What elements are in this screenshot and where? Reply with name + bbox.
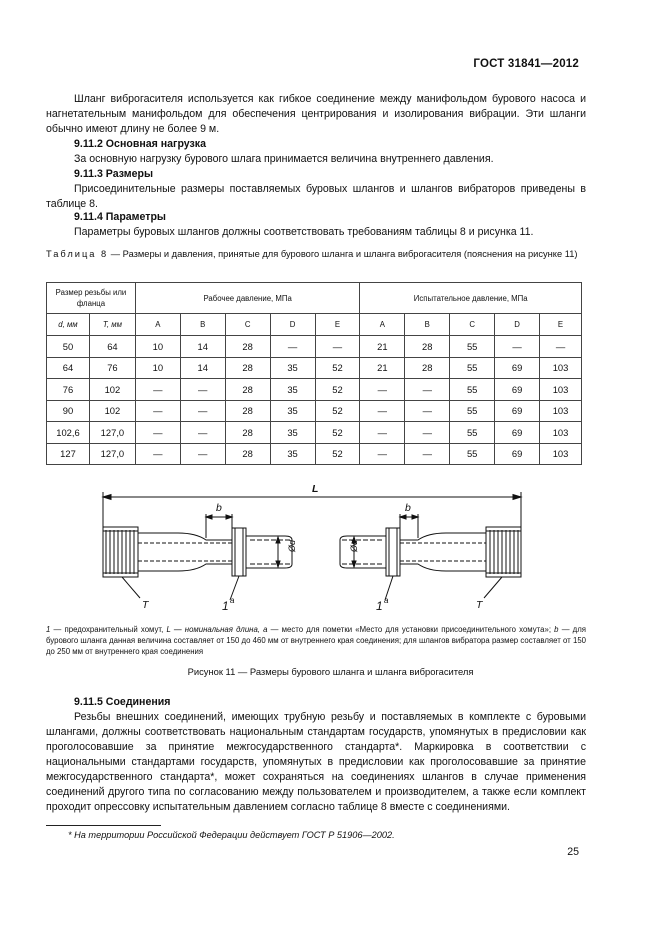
table-cell: 35: [270, 400, 315, 422]
table-cell: —: [360, 379, 405, 401]
left-hose: [246, 536, 292, 568]
header-test-e: E: [540, 314, 582, 336]
section-9-11-3-heading: 9.11.3 Размеры: [74, 168, 154, 180]
header-test-c: C: [450, 314, 495, 336]
table-cell: 10: [135, 357, 180, 379]
table-cell: —: [180, 443, 225, 465]
table-cell: 76: [47, 379, 90, 401]
table-cell: 52: [315, 379, 360, 401]
legend-part: — предохранительный хомут,: [50, 625, 167, 634]
right-coupling: [486, 527, 521, 577]
table-cell: 21: [360, 357, 405, 379]
table-cell: —: [495, 336, 540, 358]
footnote: * На территории Российской Федерации действует ГОСТ Р 51906—2002.: [68, 830, 395, 840]
legend-part: — для бурового шланга данная величина составляет от 150 до 460 мм от внутреннего края соединения; для шлангов вибратора размер составляет от 150 до 250 мм от внутреннего края соединения: [46, 625, 587, 656]
right-safety-collar: [386, 528, 400, 576]
table-cell: 64: [47, 357, 90, 379]
header-work-c: C: [225, 314, 270, 336]
table-cell: 52: [315, 400, 360, 422]
table-cell: —: [135, 400, 180, 422]
right-fitting-top: [400, 533, 486, 540]
intro-paragraph: Шланг виброгасителя используется как гибкое соединение между манифольдом бурового насоса и нагнетательным манифольдом для обеспечения центрирования и изолирования вибрации. Эти шланги обычно имеют длину не более 9 м.: [46, 93, 586, 135]
label-d-right: Ød: [349, 539, 359, 552]
table-cell: 69: [495, 443, 540, 465]
table-cell: 90: [47, 400, 90, 422]
table-cell: —: [180, 400, 225, 422]
table-cell: 69: [495, 400, 540, 422]
table-cell: 35: [270, 357, 315, 379]
table-cell: 21: [360, 336, 405, 358]
table-row: [47, 336, 582, 358]
label-a-right: а: [384, 596, 389, 605]
table-cell: 103: [540, 379, 582, 401]
label-t-left: T: [142, 599, 149, 611]
table-cell: —: [405, 443, 450, 465]
label-d-left: Ød: [287, 539, 297, 552]
table-cell: 52: [315, 422, 360, 444]
table-cell: 52: [315, 357, 360, 379]
header-test-a: A: [360, 314, 405, 336]
table-cell: 55: [450, 336, 495, 358]
section-9-11-4-text: Параметры буровых шлангов должны соответствовать требованиям таблицы 8 и рисунка 11.: [74, 226, 534, 238]
legend-part: b: [554, 625, 559, 634]
figure-11-drawing: [0, 480, 661, 622]
table-cell: —: [135, 422, 180, 444]
table-cell: 14: [180, 336, 225, 358]
table-cell: 52: [315, 443, 360, 465]
table-cell: —: [315, 336, 360, 358]
table-cell: 127,0: [89, 422, 135, 444]
label-a-left: а: [230, 596, 235, 605]
table-cell: 55: [450, 379, 495, 401]
left-safety-collar: [232, 528, 246, 576]
table-cell: 14: [180, 357, 225, 379]
table-cell: 35: [270, 443, 315, 465]
table-cell: 102: [89, 379, 135, 401]
section-9-11-5-heading: 9.11.5 Соединения: [74, 696, 171, 708]
label-1-left: 1: [222, 599, 229, 613]
table-row: [47, 422, 582, 444]
table-cell: —: [360, 422, 405, 444]
legend-part: — место для пометки «Место для установки присоединительного хомута»;: [267, 625, 555, 634]
table-cell: —: [135, 379, 180, 401]
table-cell: 76: [89, 357, 135, 379]
table-row: [47, 400, 582, 422]
footnote-divider: [46, 825, 161, 826]
table-cell: —: [270, 336, 315, 358]
table-cell: 103: [540, 400, 582, 422]
table-cell: 55: [450, 357, 495, 379]
label-b-right: b: [405, 502, 411, 514]
table-8-caption-label: Таблица 8: [46, 249, 109, 259]
table-cell: 55: [450, 443, 495, 465]
header-test-d: D: [495, 314, 540, 336]
table-cell: 103: [540, 443, 582, 465]
standard-header: ГОСТ 31841—2012: [473, 58, 579, 70]
header-t: T, мм: [89, 314, 135, 336]
header-work-a: A: [135, 314, 180, 336]
table-cell: 103: [540, 422, 582, 444]
table-cell: —: [180, 379, 225, 401]
section-9-11-5-text: Резьбы внешних соединений, имеющих трубную резьбу и поставляемых в комплекте с буровыми шлангами, должны соответствовать национальным стандартам государств, упомянутых в предисловии как проголосовавшие за принятие межгосударственного стандарта*. Маркировка в соответствии с национальными стандартами государств, упомянутых в предисловии как проголосовавшие за принятие межгосударственного стандарта*, может сохраняться на соединениях шлангов в случае применения соединений другого типа по согласованию между пользователем и производителем, а также если комплект проходит опрессовку испытательным давлением согласно таблице 8 вместе с соединениями.: [46, 711, 586, 813]
table-cell: —: [360, 400, 405, 422]
header-test-pressure: Испытательное давление, МПа: [360, 283, 582, 314]
table-cell: 69: [495, 422, 540, 444]
table-row: [47, 357, 582, 379]
section-9-11-4-heading: 9.11.4 Параметры: [74, 211, 166, 223]
table-cell: 55: [450, 400, 495, 422]
table-cell: —: [180, 422, 225, 444]
header-work-d: D: [270, 314, 315, 336]
table-cell: 35: [270, 379, 315, 401]
left-coupling: [103, 527, 138, 577]
table-row: [47, 379, 582, 401]
table-cell: 28: [225, 422, 270, 444]
page-number: 25: [567, 846, 579, 858]
table-cell: 35: [270, 422, 315, 444]
section-9-11-3-text: Присоединительные размеры поставляемых буровых шлангов и шлангов вибраторов приведены в таблице 8.: [46, 183, 586, 210]
table-cell: 55: [450, 422, 495, 444]
table-cell: 28: [225, 379, 270, 401]
label-b-left: b: [216, 502, 222, 514]
label-t-right: T: [476, 599, 483, 611]
table-8-caption-text: — Размеры и давления, принятые для бурового шланга и шланга виброгасителя (пояснения на рисунке 11): [108, 249, 578, 259]
table-8: [46, 282, 582, 465]
table-cell: 50: [47, 336, 90, 358]
arrow-head: [103, 495, 111, 500]
table-cell: —: [405, 379, 450, 401]
table-cell: 69: [495, 357, 540, 379]
header-work-b: B: [180, 314, 225, 336]
right-fitting-bottom: [400, 564, 486, 571]
header-working-pressure: Рабочее давление, МПа: [135, 283, 360, 314]
table-cell: 127,0: [89, 443, 135, 465]
table-cell: —: [405, 422, 450, 444]
header-thread-size: Размер резьбы или фланца: [47, 283, 136, 314]
table-cell: 28: [225, 400, 270, 422]
header-d: d, мм: [47, 314, 90, 336]
table-cell: —: [360, 443, 405, 465]
figure-11-legend: [46, 624, 586, 657]
label-1-right: 1: [376, 599, 383, 613]
table-cell: 10: [135, 336, 180, 358]
table-cell: 64: [89, 336, 135, 358]
table-cell: —: [135, 443, 180, 465]
section-9-11-2-text: За основную нагрузку бурового шлага принимается величина внутреннего давления.: [74, 153, 494, 165]
table-cell: 103: [540, 357, 582, 379]
header-test-b: B: [405, 314, 450, 336]
table-cell: 127: [47, 443, 90, 465]
left-fitting-top: [138, 533, 232, 540]
leader-line-t-right: [484, 577, 502, 598]
table-cell: 28: [225, 443, 270, 465]
table-row: [47, 443, 582, 465]
table-cell: 28: [405, 336, 450, 358]
table-cell: —: [405, 400, 450, 422]
section-9-11-2-heading: 9.11.2 Основная нагрузка: [74, 138, 206, 150]
legend-part: 1: [46, 625, 51, 634]
header-work-e: E: [315, 314, 360, 336]
figure-11-caption: Рисунок 11 — Размеры бурового шланга и шланга виброгасителя: [187, 666, 474, 677]
table-cell: 102: [89, 400, 135, 422]
table-cell: 28: [225, 357, 270, 379]
table-8-caption: [46, 248, 586, 261]
leader-line-t-left: [122, 577, 140, 598]
table-cell: 28: [405, 357, 450, 379]
table-cell: 69: [495, 379, 540, 401]
left-fitting-bottom: [138, 564, 232, 571]
table-cell: —: [540, 336, 582, 358]
table-cell: 102,6: [47, 422, 90, 444]
label-l: L: [312, 483, 319, 495]
legend-part: L — номинальная длина, а: [166, 625, 268, 634]
arrow-head: [513, 495, 521, 500]
table-cell: 28: [225, 336, 270, 358]
right-hose: [340, 536, 386, 568]
